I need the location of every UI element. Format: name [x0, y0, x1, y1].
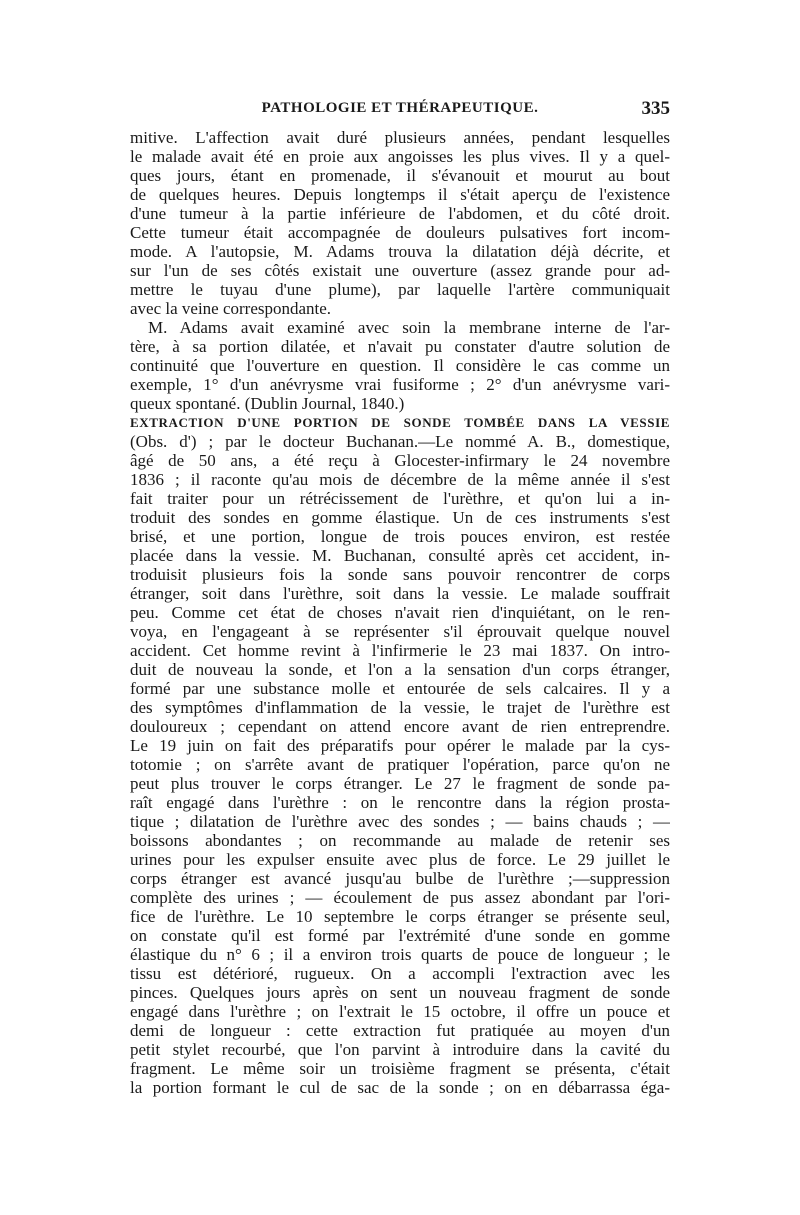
text-line: demi de longueur : cette extraction fut pratiquée au moyen d'un: [130, 1021, 670, 1040]
page-header: [130, 100, 670, 126]
text-line: queux spontané. (Dublin Journal, 1840.): [130, 394, 405, 413]
text-line: d'une tumeur à la partie inférieure de l'abdomen, et du côté droit.: [130, 204, 670, 223]
text-line: placée dans la vessie. M. Buchanan, consulté après cet accident, in-: [130, 546, 670, 565]
text-line: on constate qu'il est formé par l'extrémité d'une sonde en gomme: [130, 926, 670, 945]
text-line: avec la veine correspondante.: [130, 299, 332, 318]
text-line: totomie ; on s'arrête avant de pratiquer l'opération, parce qu'on ne: [130, 755, 670, 774]
text-line: complète des urines ; — écoulement de pus assez abondant par l'ori-: [130, 888, 670, 907]
text-line: peu. Comme cet état de choses n'avait rien d'inquiétant, on le ren-: [130, 603, 670, 622]
text-line: troduit des sondes en gomme élastique. Un de ces instruments s'est: [130, 508, 670, 527]
text-line: fice de l'urèthre. Le 10 septembre le corps étranger se présente seul,: [130, 907, 670, 926]
text-line: étranger, soit dans l'urèthre, soit dans la vessie. Le malade souffrait: [130, 584, 670, 603]
text-line: Cette tumeur était accompagnée de douleurs pulsatives fort incom-: [130, 223, 670, 242]
text-line: fragment. Le même soir un troisième fragment se présenta, c'était: [130, 1059, 670, 1078]
text-line: duit de nouveau la sonde, et l'on a la sensation d'un corps étranger,: [130, 660, 670, 679]
body-text: [130, 128, 670, 1097]
running-head: PATHOLOGIE ET THÉRAPEUTIQUE.: [261, 100, 539, 116]
text-line: tissu est détérioré, rugueux. On a accompli l'extraction avec les: [130, 964, 670, 983]
text-line: ques jours, étant en promenade, il s'évanouit et mourut au bout: [130, 166, 670, 185]
section-heading: EXTRACTION D'UNE PORTION DE SONDE TOMBÉE DANS LA VESSIE: [130, 415, 670, 430]
text-line: des symptômes d'inflammation de la vessie, le trajet de l'urèthre est: [130, 698, 670, 717]
text-line: mettre le tuyau d'une plume), par laquelle l'artère communiquait: [130, 280, 670, 299]
text-line: troduisit plusieurs fois la sonde sans pouvoir rencontrer de corps: [130, 565, 670, 584]
text-line: petit stylet recourbé, que l'on parvint à introduire dans la cavité du: [130, 1040, 670, 1059]
text-line: engagé dans l'urèthre ; on l'extrait le 15 octobre, il offre un pouce et: [130, 1002, 670, 1021]
text-line: accident. Cet homme revint à l'infirmerie le 23 mai 1837. On intro-: [130, 641, 670, 660]
text-line: M. Adams avait examiné avec soin la membrane interne de l'ar-: [148, 318, 670, 337]
page-number: 335: [641, 98, 670, 119]
text-line: brisé, et une portion, longue de trois pouces environ, est restée: [130, 527, 670, 546]
text-line: raît engagé dans l'urèthre : on le rencontre dans la région prosta-: [130, 793, 670, 812]
text-line: formé par une substance molle et entourée de sels calcaires. Il y a: [130, 679, 670, 698]
text-line: douloureux ; cependant on attend encore avant de rien entreprendre.: [130, 717, 670, 736]
text-line: voya, en l'engageant à se représenter s'il éprouvait quelque nouvel: [130, 622, 670, 641]
text-line: mode. A l'autopsie, M. Adams trouva la dilatation déjà décrite, et: [130, 242, 670, 261]
text-line: boissons abondantes ; on recommande au malade de retenir ses: [130, 831, 670, 850]
text-line: sur l'un de ses côtés existait une ouverture (assez grande pour ad-: [130, 261, 670, 280]
text-line: tique ; dilatation de l'urèthre avec des sondes ; — bains chauds ; —: [130, 812, 670, 831]
text-line: élastique du n° 6 ; il a environ trois quarts de pouce de longueur ; le: [130, 945, 670, 964]
text-line: Le 19 juin on fait des préparatifs pour opérer le malade par la cys-: [130, 736, 670, 755]
text-line: le malade avait été en proie aux angoisses les plus vives. Il y a quel-: [130, 147, 670, 166]
text-line: mitive. L'affection avait duré plusieurs années, pendant lesquelles: [130, 128, 670, 147]
text-line: continuité que l'ouverture en question. Il considère le cas comme un: [130, 356, 670, 375]
text-line: la portion formant le cul de sac de la sonde ; on en débarrassa éga-: [130, 1078, 670, 1097]
text-line: (Obs. d') ; par le docteur Buchanan.—Le nommé A. B., domestique,: [130, 432, 670, 451]
text-line: tère, à sa portion dilatée, et n'avait pu constater d'autre solution de: [130, 337, 670, 356]
text-line: pinces. Quelques jours après on sent un nouveau fragment de sonde: [130, 983, 670, 1002]
text-line: exemple, 1° d'un anévrysme vrai fusiforme ; 2° d'un anévrysme vari-: [130, 375, 670, 394]
text-line: 1836 ; il raconte qu'au mois de décembre de la même année il s'est: [130, 470, 670, 489]
text-line: fait traiter pour un rétrécissement de l'urèthre, et qu'on lui a in-: [130, 489, 670, 508]
text-line: âgé de 50 ans, a été reçu à Glocester-infirmary le 24 novembre: [130, 451, 670, 470]
text-line: urines pour les expulser ensuite avec plus de force. Le 29 juillet le: [130, 850, 670, 869]
text-line: de quelques heures. Depuis longtemps il s'était aperçu de l'existence: [130, 185, 670, 204]
text-line: peut plus trouver le corps étranger. Le 27 le fragment de sonde pa-: [130, 774, 670, 793]
text-line: corps étranger est avancé jusqu'au bulbe de l'urèthre ;—suppression: [130, 869, 670, 888]
